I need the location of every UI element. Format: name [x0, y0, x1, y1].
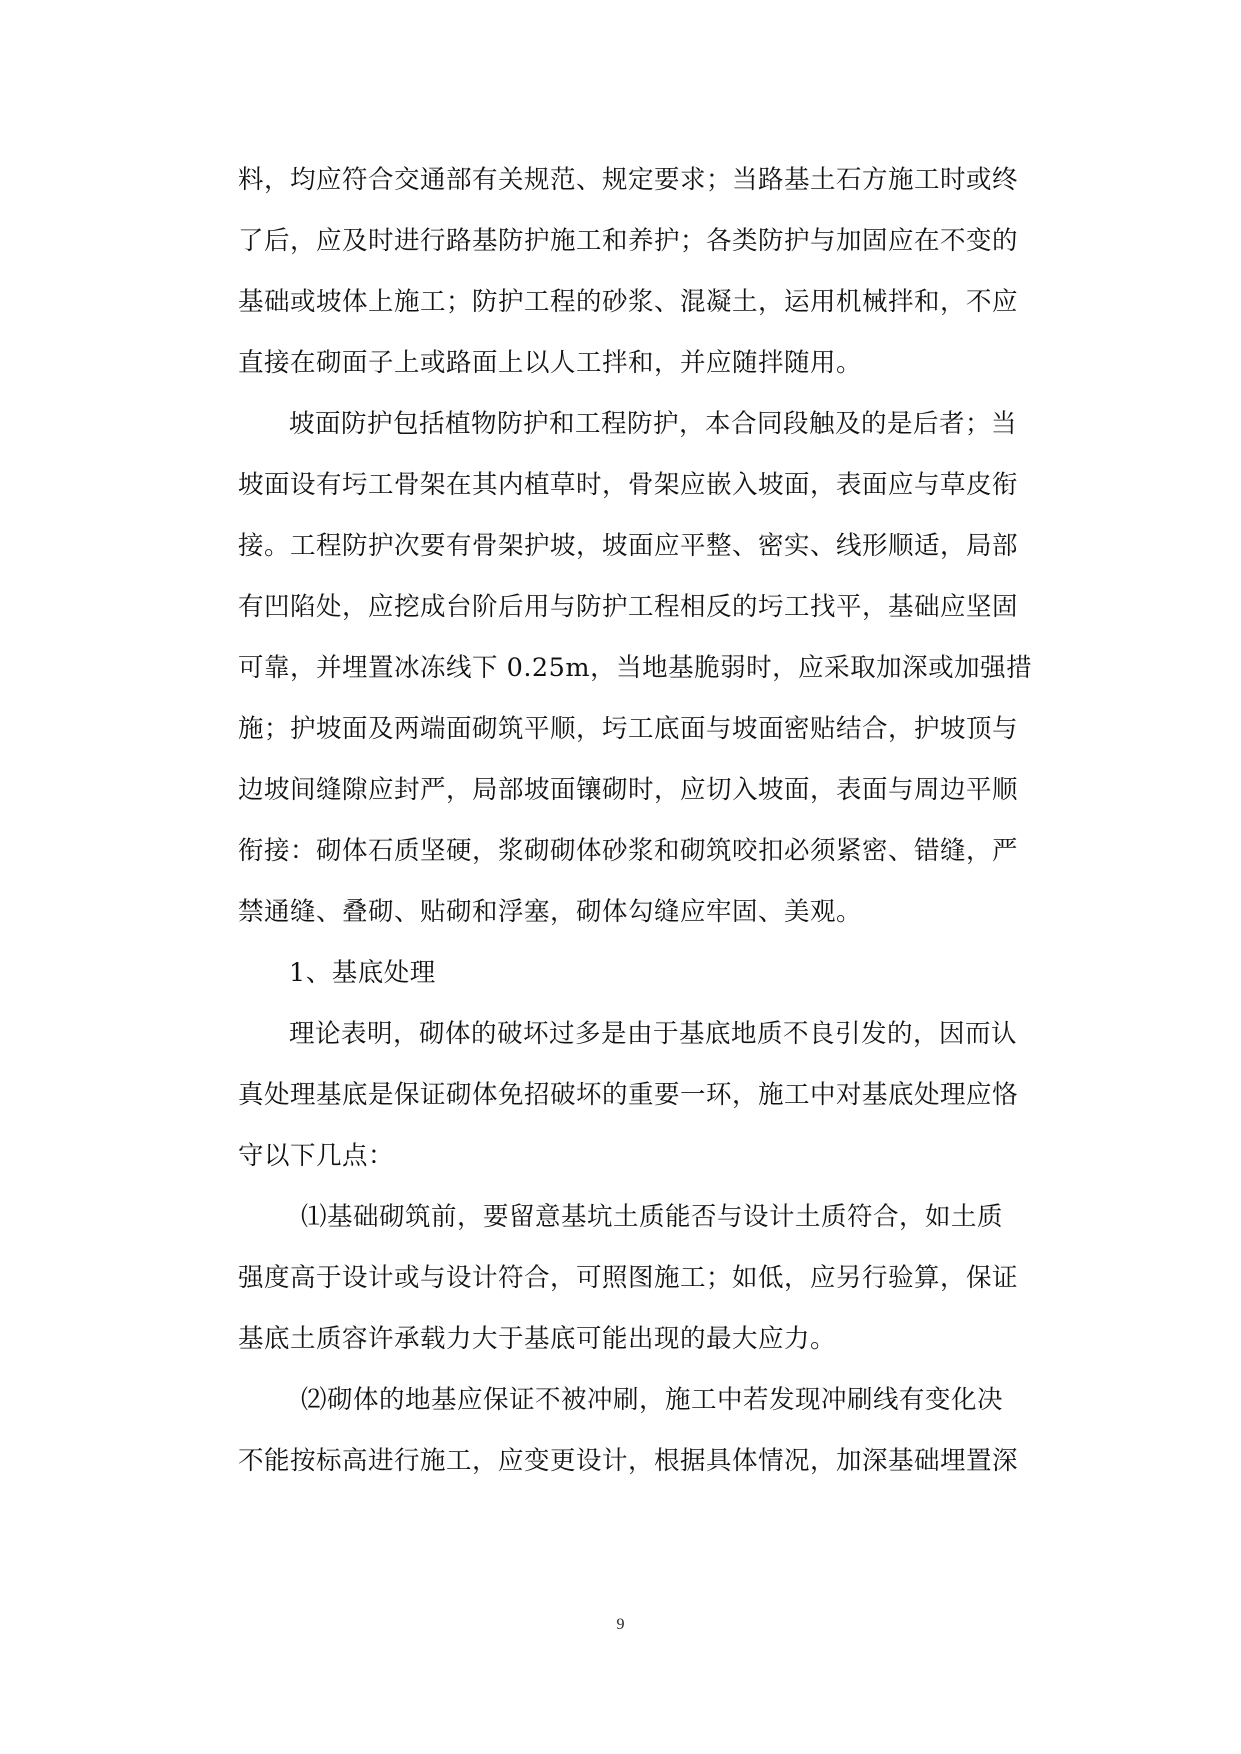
text-line: 禁通缝、叠砌、贴砌和浮塞，砌体勾缝应牢固、美观。	[238, 897, 863, 927]
paragraph-start-line: 坡面防护包括植物防护和工程防护，本合同段触及的是后者；当	[289, 409, 1018, 439]
text-line: 强度高于设计或与设计符合，可照图施工；如低，应另行验算，保证	[238, 1263, 1019, 1293]
list-item-start-line: ⑴基础砌筑前，要留意基坑土质能否与设计土质符合，如土质	[301, 1202, 1004, 1232]
text-line: 直接在砌面子上或路面上以人工拌和，并应随拌随用。	[238, 348, 863, 378]
text-line: 施；护坡面及两端面砌筑平顺，圬工底面与坡面密贴结合，护坡顶与	[238, 714, 1019, 744]
section-heading: 1、基底处理	[289, 958, 436, 988]
paragraph-start-line: 理论表明，砌体的破坏过多是由于基底地质不良引发的，因而认	[289, 1019, 1018, 1049]
text-line: 基础或坡体上施工；防护工程的砂浆、混凝土，运用机械拌和，不应	[238, 287, 1019, 317]
list-item-start-line: ⑵砌体的地基应保证不被冲刷，施工中若发现冲刷线有变化决	[301, 1385, 1004, 1415]
text-line: 有凹陷处，应挖成台阶后用与防护工程相反的圬工找平，基础应坚固	[238, 592, 1019, 622]
text-line: 基底土质容许承载力大于基底可能出现的最大应力。	[238, 1324, 837, 1354]
text-line: 了后，应及时进行路基防护施工和养护；各类防护与加固应在不变的	[238, 226, 1019, 256]
body-text	[238, 150, 1048, 1492]
page-number: 9	[616, 1616, 625, 1633]
text-line: 坡面设有圬工骨架在其内植草时，骨架应嵌入坡面，表面应与草皮衔	[238, 470, 1019, 500]
text-line: 接。工程防护次要有骨架护坡，坡面应平整、密实、线形顺适，局部	[238, 531, 1019, 561]
text-line: 不能按标高进行施工，应变更设计，根据具体情况，加深基础埋置深	[238, 1446, 1019, 1476]
text-line: 真处理基底是保证砌体免招破坏的重要一环，施工中对基底处理应恪	[238, 1080, 1019, 1110]
text-line: 边坡间缝隙应封严，局部坡面镶砌时，应切入坡面，表面与周边平顺	[238, 775, 1019, 805]
text-line: 可靠，并埋置冰冻线下 0.25m，当地基脆弱时，应采取加深或加强措	[238, 653, 1033, 683]
text-line: 守以下几点：	[238, 1141, 395, 1171]
text-line: 料，均应符合交通部有关规范、规定要求；当路基土石方施工时或终	[238, 165, 1019, 195]
text-line: 衔接：砌体石质坚硬，浆砌砌体砂浆和砌筑咬扣必须紧密、错缝，严	[238, 836, 1019, 866]
